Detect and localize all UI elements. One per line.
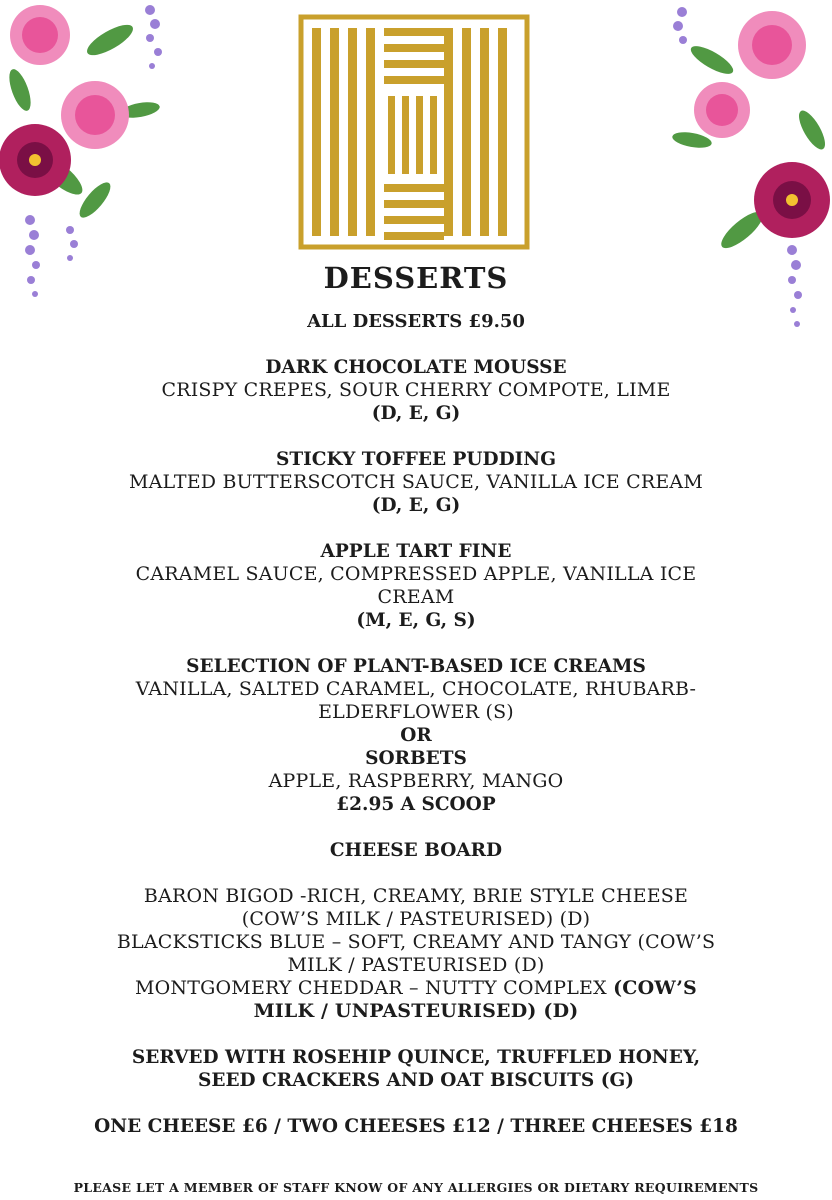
ice-cream-flavours: VANILLA, SALTED CARAMEL, CHOCOLATE, RHUBARB-ELDERFLOWER (S) (135, 678, 697, 723)
scoop-price: £2.95 A SCOOP (336, 794, 496, 815)
allergy-footer: PLEASE LET A MEMBER OF STAFF KNOW OF ANY ALLERGIES OR DIETARY REQUIREMENTS (73, 1180, 759, 1195)
menu-content (0, 258, 832, 1138)
logo-bar (384, 200, 444, 208)
price-note: ALL DESSERTS £9.50 (307, 311, 525, 332)
logo-bar (384, 76, 444, 84)
item-name: APPLE TART FINE (320, 541, 512, 562)
item-description: CRISPY CREPES, SOUR CHERRY COMPOTE, LIME (161, 379, 671, 401)
cheese-prices: ONE CHEESE £6 / TWO CHEESES £12 / THREE CHEESES £18 (94, 1116, 738, 1137)
cheese-item: BARON BIGOD -RICH, CREAMY, BRIE STYLE CHEESE (COW’S MILK / PASTEURISED) (D) (143, 885, 689, 930)
menu-item (0, 448, 832, 517)
logo-bar (416, 96, 423, 174)
logo-bar (444, 28, 453, 236)
logo-bar (366, 28, 375, 236)
dessert-list (0, 356, 832, 816)
item-name: STICKY TOFFEE PUDDING (275, 449, 557, 470)
item-allergens: (D, E, G) (371, 403, 461, 424)
logo-bar (384, 184, 444, 192)
ice-cream-section (0, 655, 832, 816)
item-description: MALTED BUTTERSCOTCH SAUCE, VANILLA ICE CREAM (128, 471, 703, 493)
logo-bar (384, 44, 444, 52)
logo-bar (384, 28, 444, 36)
served-with-note: SERVED WITH ROSEHIP QUINCE, TRUFFLED HONEY, SEED CRACKERS AND OAT BISCUITS (G) (131, 1047, 701, 1091)
cheese-item-bold: (COW’S MILK / UNPASTEURISED) (D) (253, 977, 697, 1022)
logo-bar (312, 28, 321, 236)
cheese-item: BLACKSTICKS BLUE – SOFT, CREAMY AND TANGY (COW’S MILK / PASTEURISED (D) (116, 931, 716, 976)
cheese-list (0, 885, 832, 1023)
cheese-item-plain: MONTGOMERY CHEDDAR – NUTTY COMPLEX (135, 977, 614, 999)
menu-item (0, 540, 832, 632)
logo-bar (498, 28, 507, 236)
logo-bar (348, 28, 357, 236)
logo-bar (462, 28, 471, 236)
item-allergens: (M, E, G, S) (356, 610, 476, 631)
logo-bar (330, 28, 339, 236)
logo-bar (384, 232, 444, 240)
page-title: DESSERTS (323, 261, 509, 295)
menu-item (0, 356, 832, 425)
sorbets-title: SORBETS (365, 748, 467, 769)
logo-bar (388, 96, 395, 174)
cheese-board-title: CHEESE BOARD (329, 840, 503, 861)
restaurant-logo (298, 14, 530, 250)
sorbet-flavours: APPLE, RASPBERRY, MANGO (268, 770, 564, 792)
logo-bar (430, 96, 437, 174)
logo-bar (384, 216, 444, 224)
logo-bar (384, 60, 444, 68)
ice-cream-title: SELECTION OF PLANT-BASED ICE CREAMS (186, 656, 646, 677)
or-separator: OR (400, 725, 432, 746)
logo-bar (402, 96, 409, 174)
item-allergens: (D, E, G) (371, 495, 461, 516)
logo-bar (480, 28, 489, 236)
cheese-item (106, 977, 726, 1023)
item-description: CARAMEL SAUCE, COMPRESSED APPLE, VANILLA ICE CREAM (135, 563, 697, 608)
item-name: DARK CHOCOLATE MOUSSE (265, 357, 567, 378)
